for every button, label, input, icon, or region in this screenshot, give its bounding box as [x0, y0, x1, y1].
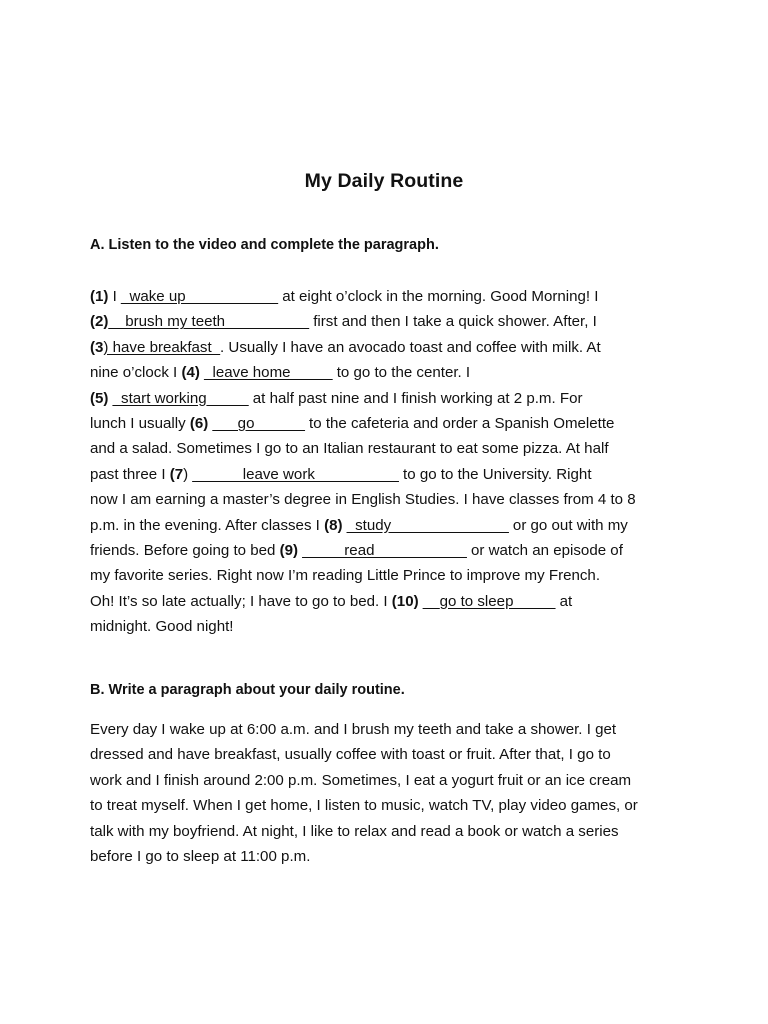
text-run: and a salad. Sometimes I go to an Italian restaurant to eat some pizza. At half: [90, 440, 609, 458]
paragraph-line: [90, 309, 690, 334]
paragraph-line: dressed and have breakfast, usually coffee with toast or fruit. After that, I go to: [90, 746, 611, 764]
section-a-paragraph: [90, 284, 690, 639]
section-b-heading: B. Write a paragraph about your daily routine.: [90, 682, 405, 698]
filled-blank: _____read___________: [302, 541, 467, 559]
paragraph-line: [90, 614, 690, 639]
item-number: (10): [391, 592, 419, 610]
item-number: (8): [324, 516, 343, 534]
text-run: first and then I take a quick shower. After, I: [309, 313, 597, 331]
text-run: to go to the center. I: [332, 364, 471, 382]
text-run: midnight. Good night!: [90, 618, 234, 636]
text-run: my favorite series. Right now I’m reading Little Prince to improve my French.: [90, 567, 601, 585]
item-number: (1): [90, 288, 109, 305]
text-run: nine o’clock I: [90, 364, 182, 382]
text-run: at: [555, 592, 573, 610]
filled-blank: _wake up___________: [121, 288, 278, 305]
paragraph-line: before I go to sleep at 11:00 p.m.: [90, 847, 311, 865]
text-run: to go to the University. Right: [398, 465, 592, 483]
filled-blank: __brush my teeth__________: [108, 313, 310, 331]
text-run: now I am earning a master’s degree in English Studies. I have classes from 4 to 8: [90, 491, 636, 509]
filled-blank: ) have breakfast_: [103, 338, 221, 356]
section-a-heading: A. Listen to the video and complete the paragraph.: [90, 237, 439, 253]
text-run: at eight o’clock in the morning. Good Morning! I: [278, 288, 599, 305]
paragraph-line: to treat myself. When I get home, I listen to music, watch TV, play video games, or: [90, 797, 638, 815]
item-number: (5): [90, 389, 109, 407]
paragraph-line: [90, 284, 690, 309]
item-number: (7: [169, 465, 184, 483]
paragraph-line: [90, 462, 690, 487]
page-title: My Daily Routine: [304, 170, 464, 192]
section-b-paragraph: [90, 717, 690, 869]
paragraph-line: work and I finish around 2:00 p.m. Sometimes, I eat a yogurt fruit or an ice cream: [90, 771, 632, 789]
text-run: . Usually I have an avocado toast and coffee with milk. At: [220, 338, 601, 356]
text-run: friends. Before going to bed: [90, 541, 280, 559]
filled-blank: _study______________: [346, 516, 509, 534]
text-run: I: [108, 288, 122, 305]
text-run: lunch I usually: [90, 414, 190, 432]
item-number: (6): [189, 414, 209, 432]
paragraph-line: [90, 589, 690, 614]
paragraph-line: [90, 563, 690, 588]
filled-blank: __go to sleep_____: [422, 592, 556, 610]
filled-blank: ___go______: [212, 414, 305, 432]
paragraph-line: [90, 487, 690, 512]
paragraph-line: [90, 386, 690, 411]
text-run: past three I: [90, 465, 170, 483]
item-number: (4): [181, 364, 200, 382]
text-run: p.m. in the evening. After classes I: [90, 516, 325, 534]
paragraph-line: [90, 436, 690, 461]
item-number: (3: [90, 338, 104, 356]
text-run: to the cafeteria and order a Spanish Omelette: [304, 414, 615, 432]
item-number: (9): [279, 541, 299, 559]
paragraph-line: [90, 360, 690, 385]
item-number: (2): [90, 313, 109, 331]
text-run: or watch an episode of: [466, 541, 623, 559]
filled-blank: ______leave work__________: [192, 465, 399, 483]
text-run: at half past nine and I finish working at 2 p.m. For: [248, 389, 583, 407]
paragraph-line: [90, 335, 690, 360]
text-run: or go out with my: [508, 516, 628, 534]
text-run: Oh! It’s so late actually; I have to go to bed. I: [90, 592, 392, 610]
paragraph-line: talk with my boyfriend. At night, I like to relax and read a book or watch a series: [90, 822, 619, 840]
paragraph-line: [90, 513, 690, 538]
paragraph-line: Every day I wake up at 6:00 a.m. and I brush my teeth and take a shower. I get: [90, 721, 617, 738]
filled-blank: _leave home_____: [204, 364, 333, 382]
filled-blank: _start working_____: [112, 389, 249, 407]
text-run: ): [183, 465, 193, 483]
paragraph-line: [90, 538, 690, 563]
paragraph-line: [90, 411, 690, 436]
